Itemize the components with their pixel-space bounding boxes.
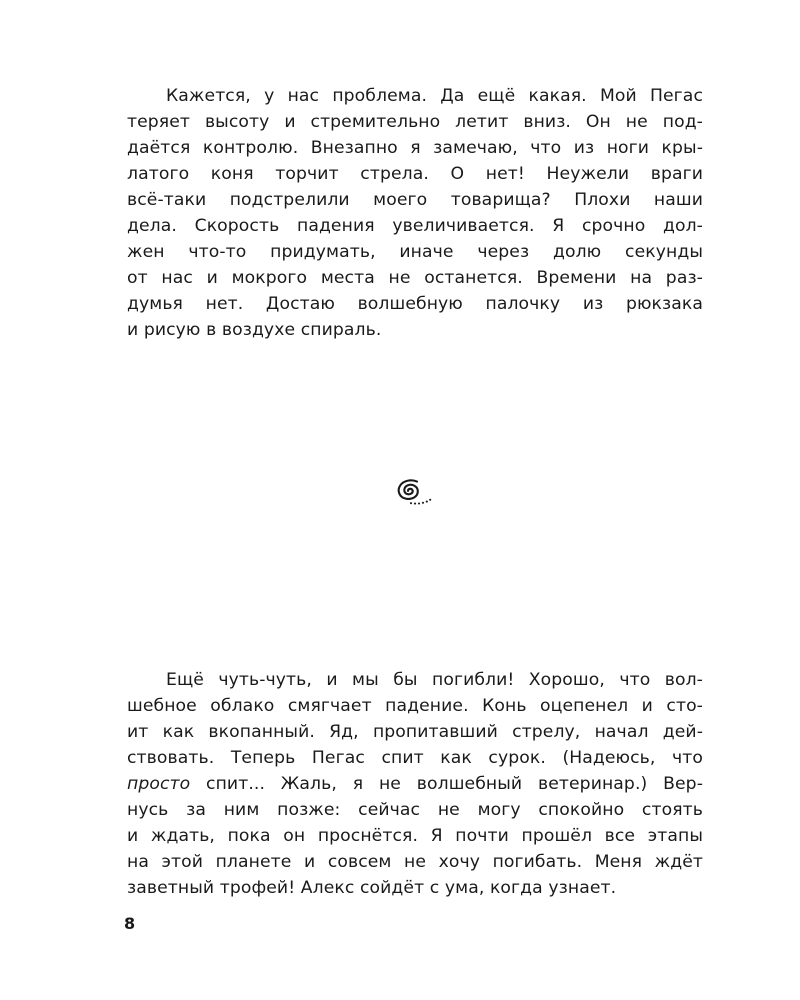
text-line: дела. Скорость падения увеличивается. Я срочно дол- bbox=[127, 216, 703, 236]
text-line: и ждать, пока он проснётся. Я почти прошёл все этапы bbox=[127, 826, 703, 846]
text-line: даётся контролю. Внезапно я замечаю, что из ноги кры- bbox=[127, 138, 703, 158]
text-line: теряет высоту и стремительно летит вниз. Он не под- bbox=[127, 112, 703, 132]
paragraph-2 bbox=[127, 667, 703, 901]
text-span: спит... Жаль, я не волшебный ветеринар.) Вер- bbox=[190, 774, 703, 794]
text-line: ит как вкопанный. Яд, пропитавший стрелу, начал дей- bbox=[127, 722, 703, 742]
text-line: жен что-то придумать, иначе через долю секунды bbox=[127, 242, 703, 262]
text-line: Кажется, у нас проблема. Да ещё какая. Мой Пегас bbox=[166, 86, 703, 106]
text-line: и рисую в воздухе спираль. bbox=[127, 320, 382, 340]
text-line bbox=[127, 771, 703, 797]
text-line: ствовать. Теперь Пегас спит как сурок. (Надеюсь, что bbox=[127, 748, 703, 768]
text-line: Ещё чуть-чуть, и мы бы погибли! Хорошо, что вол- bbox=[166, 670, 703, 690]
text-line: латого коня торчит стрела. О нет! Неужели враги bbox=[127, 164, 703, 184]
text-line: заветный трофей! Алекс сойдёт с ума, когда узнает. bbox=[127, 878, 617, 898]
paragraph-1 bbox=[127, 83, 703, 343]
spiral-icon bbox=[388, 474, 436, 508]
text-line: нусь за ним позже: сейчас не могу спокойно стоять bbox=[127, 800, 703, 820]
text-line: всё-таки подстрелили моего товарища? Плохи наши bbox=[127, 190, 703, 210]
text-line: шебное облако смягчает падение. Конь оцепенел и сто- bbox=[127, 696, 703, 716]
text-line: думья нет. Достаю волшебную палочку из рюкзака bbox=[127, 294, 703, 314]
text-line: от нас и мокрого места не останется. Времени на раз- bbox=[127, 268, 703, 288]
page-number: 8 bbox=[124, 914, 136, 933]
italic-word: просто bbox=[127, 774, 191, 794]
text-line: на этой планете и совсем не хочу погибать. Меня ждёт bbox=[127, 852, 703, 872]
